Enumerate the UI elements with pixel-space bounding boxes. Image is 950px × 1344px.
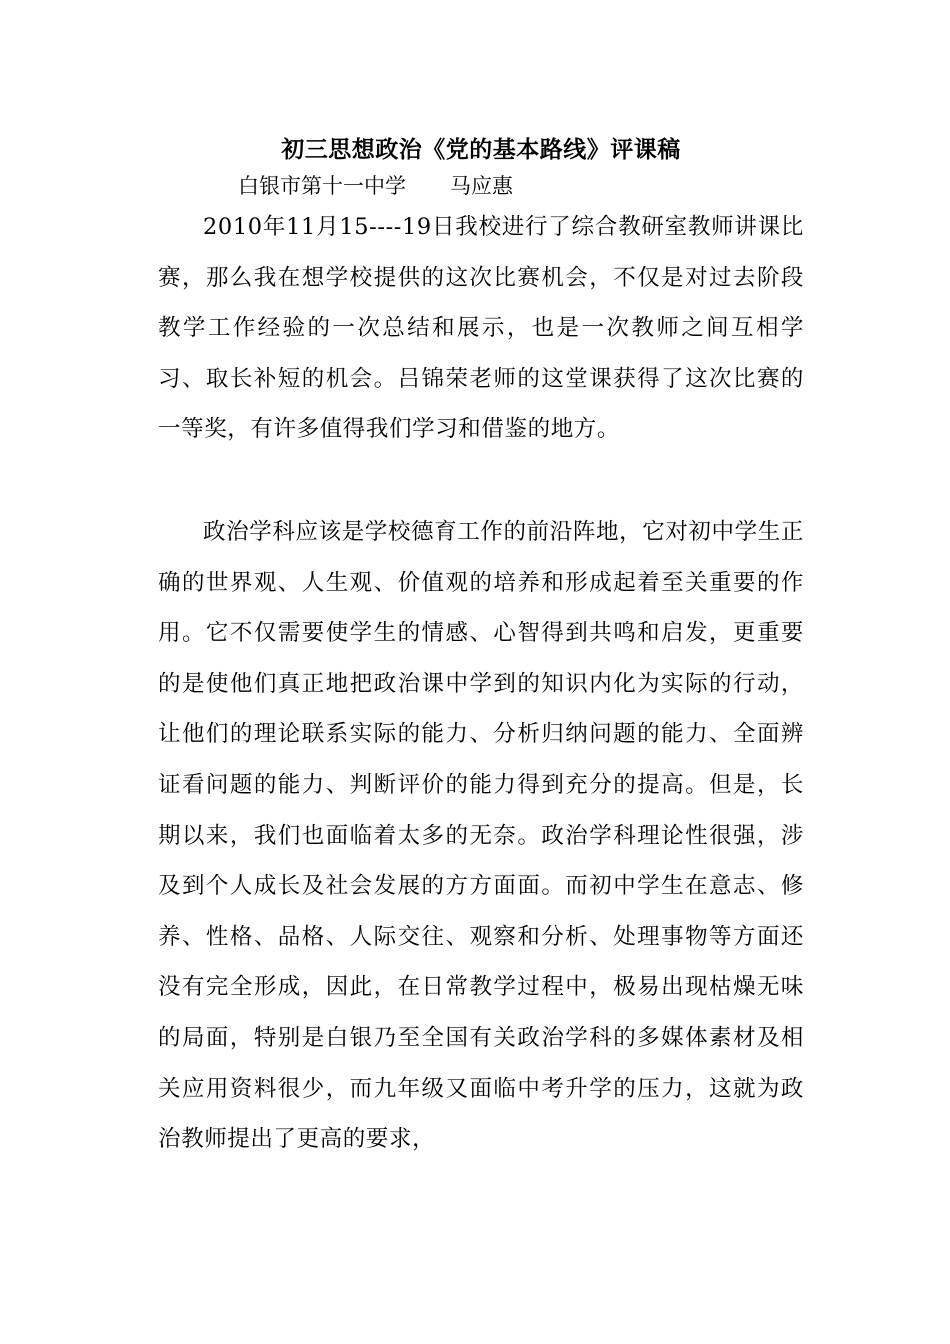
school-name: 白银市第十一中学 [238,174,406,198]
paragraph-intro: 2010年11月15----19日我校进行了综合教研室教师讲课比赛，那么我在想学校提供的这次比赛机会，不仅是对过去阶段教学工作经验的一次总结和展示，也是一次教师之间互相学习、取长补短的机会。吕锦荣老师的这堂课获得了这次比赛的一等奖，有许多值得我们学习和借鉴的地方。 [158,214,804,443]
paragraph-gap [158,455,804,507]
byline [158,170,804,202]
document-title: 初三思想政治《党的基本路线》评课稿 [281,136,681,163]
paragraph-body: 政治学科应该是学校德育工作的前沿阵地，它对初中学生正确的世界观、人生观、价值观的培养和形成起着至关重要的作用。它不仅需要使学生的情感、心智得到共鸣和启发，更重要的是使他们真正地把政治课中学到的知识内化为实际的行动，让他们的理论联系实际的能力、分析归纳问题的能力、全面辨证看问题的能力、判断评价的能力得到充分的提高。但是，长期以来，我们也面临着太多的无奈。政治学科理论性很强，涉及到个人成长及社会发展的方方面面。而初中学生在意志、修养、性格、品格、人际交往、观察和分析、处理事物等方面还没有完全形成，因此，在日常教学过程中，极易出现枯燥无味的局面，特别是白银乃至全国有关政治学科的多媒体素材及相关应用资料很少，而九年级又面临中考升学的压力，这就为政治教师提出了更高的要求， [158,518,804,1153]
document-page [158,130,804,1165]
author-name: 马应惠 [450,174,513,198]
